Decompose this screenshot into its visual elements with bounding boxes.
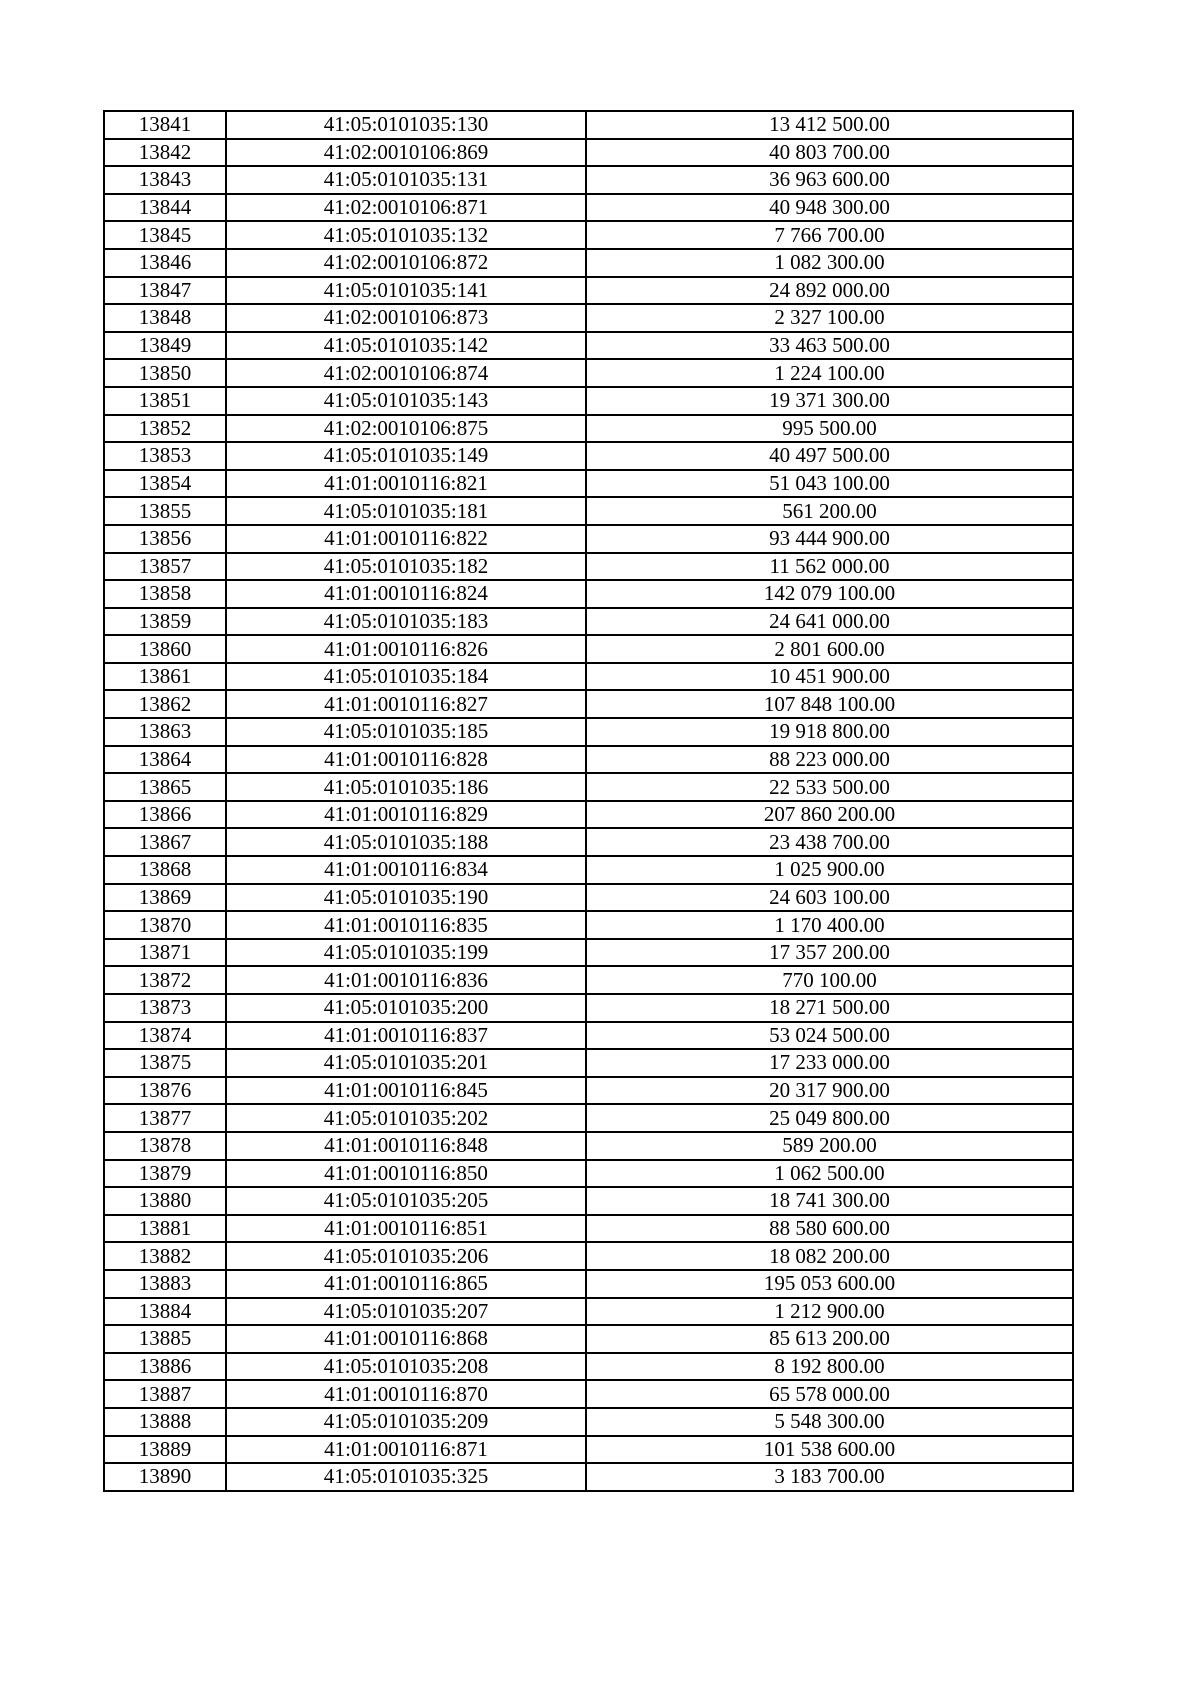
cadastral-number-cell: 41:02:0010106:873 bbox=[226, 304, 586, 332]
cadastral-value-cell: 17 357 200.00 bbox=[586, 939, 1073, 967]
row-number-cell: 13886 bbox=[104, 1353, 226, 1381]
cadastral-number-cell: 41:01:0010116:837 bbox=[226, 1022, 586, 1050]
cadastral-value-cell: 1 082 300.00 bbox=[586, 249, 1073, 277]
row-number-cell: 13853 bbox=[104, 442, 226, 470]
table-row bbox=[104, 1325, 1073, 1353]
table-row bbox=[104, 415, 1073, 443]
row-number-cell: 13845 bbox=[104, 221, 226, 249]
row-number-cell: 13842 bbox=[104, 139, 226, 167]
row-number-cell: 13870 bbox=[104, 911, 226, 939]
row-number-cell: 13877 bbox=[104, 1104, 226, 1132]
cadastral-number-cell: 41:05:0101035:199 bbox=[226, 939, 586, 967]
row-number-cell: 13882 bbox=[104, 1242, 226, 1270]
cadastral-number-cell: 41:02:0010106:872 bbox=[226, 249, 586, 277]
cadastral-number-cell: 41:05:0101035:202 bbox=[226, 1104, 586, 1132]
table-row bbox=[104, 690, 1073, 718]
cadastral-number-cell: 41:05:0101035:143 bbox=[226, 387, 586, 415]
row-number-cell: 13847 bbox=[104, 277, 226, 305]
cadastral-value-cell: 88 223 000.00 bbox=[586, 746, 1073, 774]
row-number-cell: 13856 bbox=[104, 525, 226, 553]
cadastral-number-cell: 41:05:0101035:325 bbox=[226, 1463, 586, 1491]
row-number-cell: 13863 bbox=[104, 718, 226, 746]
cadastral-number-cell: 41:01:0010116:848 bbox=[226, 1132, 586, 1160]
table-row bbox=[104, 1298, 1073, 1326]
cadastral-value-cell: 20 317 900.00 bbox=[586, 1077, 1073, 1105]
cadastral-number-cell: 41:05:0101035:207 bbox=[226, 1298, 586, 1326]
table-row bbox=[104, 111, 1073, 139]
row-number-cell: 13850 bbox=[104, 359, 226, 387]
table-row bbox=[104, 718, 1073, 746]
cadastral-value-cell: 561 200.00 bbox=[586, 497, 1073, 525]
cadastral-number-cell: 41:01:0010116:829 bbox=[226, 801, 586, 829]
row-number-cell: 13878 bbox=[104, 1132, 226, 1160]
row-number-cell: 13844 bbox=[104, 194, 226, 222]
cadastral-value-cell: 1 170 400.00 bbox=[586, 911, 1073, 939]
table-row bbox=[104, 911, 1073, 939]
row-number-cell: 13860 bbox=[104, 635, 226, 663]
table-body bbox=[104, 111, 1073, 1491]
cadastral-value-cell: 1 212 900.00 bbox=[586, 1298, 1073, 1326]
cadastral-number-cell: 41:02:0010106:871 bbox=[226, 194, 586, 222]
cadastral-number-cell: 41:05:0101035:131 bbox=[226, 166, 586, 194]
table-row bbox=[104, 580, 1073, 608]
table-row bbox=[104, 801, 1073, 829]
cadastral-number-cell: 41:05:0101035:209 bbox=[226, 1408, 586, 1436]
cadastral-number-cell: 41:01:0010116:850 bbox=[226, 1160, 586, 1188]
cadastral-value-cell: 17 233 000.00 bbox=[586, 1049, 1073, 1077]
cadastral-number-cell: 41:05:0101035:201 bbox=[226, 1049, 586, 1077]
table-row bbox=[104, 277, 1073, 305]
cadastral-value-cell: 88 580 600.00 bbox=[586, 1215, 1073, 1243]
table-row bbox=[104, 1463, 1073, 1491]
row-number-cell: 13888 bbox=[104, 1408, 226, 1436]
cadastral-value-cell: 589 200.00 bbox=[586, 1132, 1073, 1160]
cadastral-value-cell: 2 327 100.00 bbox=[586, 304, 1073, 332]
cadastral-number-cell: 41:05:0101035:190 bbox=[226, 884, 586, 912]
table-row bbox=[104, 1408, 1073, 1436]
cadastral-number-cell: 41:01:0010116:870 bbox=[226, 1380, 586, 1408]
cadastral-number-cell: 41:05:0101035:182 bbox=[226, 553, 586, 581]
table-row bbox=[104, 635, 1073, 663]
row-number-cell: 13865 bbox=[104, 773, 226, 801]
cadastral-number-cell: 41:05:0101035:206 bbox=[226, 1242, 586, 1270]
table-row bbox=[104, 497, 1073, 525]
cadastral-value-cell: 40 497 500.00 bbox=[586, 442, 1073, 470]
cadastral-value-cell: 8 192 800.00 bbox=[586, 1353, 1073, 1381]
cadastral-number-cell: 41:02:0010106:869 bbox=[226, 139, 586, 167]
row-number-cell: 13852 bbox=[104, 415, 226, 443]
row-number-cell: 13883 bbox=[104, 1270, 226, 1298]
table-row bbox=[104, 332, 1073, 360]
table-row bbox=[104, 1353, 1073, 1381]
row-number-cell: 13849 bbox=[104, 332, 226, 360]
cadastral-value-cell: 13 412 500.00 bbox=[586, 111, 1073, 139]
table-row bbox=[104, 1077, 1073, 1105]
table-row bbox=[104, 194, 1073, 222]
table-row bbox=[104, 1380, 1073, 1408]
cadastral-number-cell: 41:05:0101035:184 bbox=[226, 663, 586, 691]
cadastral-value-cell: 25 049 800.00 bbox=[586, 1104, 1073, 1132]
row-number-cell: 13859 bbox=[104, 608, 226, 636]
cadastral-number-cell: 41:01:0010116:834 bbox=[226, 856, 586, 884]
cadastral-number-cell: 41:01:0010116:824 bbox=[226, 580, 586, 608]
cadastral-number-cell: 41:05:0101035:183 bbox=[226, 608, 586, 636]
cadastral-number-cell: 41:02:0010106:874 bbox=[226, 359, 586, 387]
cadastral-value-table bbox=[103, 110, 1074, 1492]
cadastral-value-cell: 5 548 300.00 bbox=[586, 1408, 1073, 1436]
table-row bbox=[104, 1049, 1073, 1077]
cadastral-number-cell: 41:01:0010116:828 bbox=[226, 746, 586, 774]
table-row bbox=[104, 663, 1073, 691]
cadastral-number-cell: 41:01:0010116:826 bbox=[226, 635, 586, 663]
cadastral-value-cell: 23 438 700.00 bbox=[586, 828, 1073, 856]
row-number-cell: 13876 bbox=[104, 1077, 226, 1105]
row-number-cell: 13887 bbox=[104, 1380, 226, 1408]
cadastral-number-cell: 41:05:0101035:200 bbox=[226, 994, 586, 1022]
table-row bbox=[104, 1104, 1073, 1132]
cadastral-value-cell: 10 451 900.00 bbox=[586, 663, 1073, 691]
row-number-cell: 13861 bbox=[104, 663, 226, 691]
row-number-cell: 13873 bbox=[104, 994, 226, 1022]
cadastral-number-cell: 41:05:0101035:142 bbox=[226, 332, 586, 360]
row-number-cell: 13843 bbox=[104, 166, 226, 194]
cadastral-value-cell: 40 803 700.00 bbox=[586, 139, 1073, 167]
row-number-cell: 13872 bbox=[104, 966, 226, 994]
table-row bbox=[104, 359, 1073, 387]
table-row bbox=[104, 939, 1073, 967]
cadastral-value-cell: 3 183 700.00 bbox=[586, 1463, 1073, 1491]
cadastral-value-cell: 19 918 800.00 bbox=[586, 718, 1073, 746]
table-row bbox=[104, 139, 1073, 167]
cadastral-number-cell: 41:05:0101035:130 bbox=[226, 111, 586, 139]
cadastral-value-cell: 18 741 300.00 bbox=[586, 1187, 1073, 1215]
table-row bbox=[104, 994, 1073, 1022]
table-row bbox=[104, 1132, 1073, 1160]
cadastral-number-cell: 41:05:0101035:208 bbox=[226, 1353, 586, 1381]
cadastral-value-cell: 33 463 500.00 bbox=[586, 332, 1073, 360]
table-row bbox=[104, 1270, 1073, 1298]
table-row bbox=[104, 966, 1073, 994]
row-number-cell: 13884 bbox=[104, 1298, 226, 1326]
cadastral-value-cell: 51 043 100.00 bbox=[586, 470, 1073, 498]
row-number-cell: 13851 bbox=[104, 387, 226, 415]
row-number-cell: 13881 bbox=[104, 1215, 226, 1243]
cadastral-number-cell: 41:01:0010116:822 bbox=[226, 525, 586, 553]
table-row bbox=[104, 1242, 1073, 1270]
cadastral-number-cell: 41:01:0010116:871 bbox=[226, 1436, 586, 1464]
table-row bbox=[104, 773, 1073, 801]
table-row bbox=[104, 828, 1073, 856]
cadastral-value-cell: 1 224 100.00 bbox=[586, 359, 1073, 387]
table-row bbox=[104, 249, 1073, 277]
cadastral-number-cell: 41:05:0101035:181 bbox=[226, 497, 586, 525]
cadastral-number-cell: 41:01:0010116:827 bbox=[226, 690, 586, 718]
table-row bbox=[104, 442, 1073, 470]
cadastral-value-cell: 1 062 500.00 bbox=[586, 1160, 1073, 1188]
table-row bbox=[104, 608, 1073, 636]
cadastral-value-cell: 65 578 000.00 bbox=[586, 1380, 1073, 1408]
row-number-cell: 13864 bbox=[104, 746, 226, 774]
cadastral-number-cell: 41:01:0010116:836 bbox=[226, 966, 586, 994]
cadastral-value-cell: 142 079 100.00 bbox=[586, 580, 1073, 608]
table-row bbox=[104, 1160, 1073, 1188]
row-number-cell: 13854 bbox=[104, 470, 226, 498]
table-row bbox=[104, 1022, 1073, 1050]
table-row bbox=[104, 304, 1073, 332]
row-number-cell: 13848 bbox=[104, 304, 226, 332]
cadastral-value-cell: 19 371 300.00 bbox=[586, 387, 1073, 415]
row-number-cell: 13885 bbox=[104, 1325, 226, 1353]
cadastral-value-cell: 207 860 200.00 bbox=[586, 801, 1073, 829]
table-row bbox=[104, 1187, 1073, 1215]
cadastral-number-cell: 41:05:0101035:185 bbox=[226, 718, 586, 746]
table-row bbox=[104, 884, 1073, 912]
table-row bbox=[104, 1436, 1073, 1464]
cadastral-value-cell: 24 641 000.00 bbox=[586, 608, 1073, 636]
table-row bbox=[104, 387, 1073, 415]
row-number-cell: 13858 bbox=[104, 580, 226, 608]
cadastral-value-cell: 101 538 600.00 bbox=[586, 1436, 1073, 1464]
row-number-cell: 13890 bbox=[104, 1463, 226, 1491]
cadastral-value-cell: 24 603 100.00 bbox=[586, 884, 1073, 912]
row-number-cell: 13867 bbox=[104, 828, 226, 856]
cadastral-number-cell: 41:01:0010116:845 bbox=[226, 1077, 586, 1105]
row-number-cell: 13880 bbox=[104, 1187, 226, 1215]
cadastral-value-cell: 93 444 900.00 bbox=[586, 525, 1073, 553]
table-row bbox=[104, 470, 1073, 498]
row-number-cell: 13869 bbox=[104, 884, 226, 912]
cadastral-value-cell: 18 271 500.00 bbox=[586, 994, 1073, 1022]
cadastral-value-cell: 53 024 500.00 bbox=[586, 1022, 1073, 1050]
cadastral-value-cell: 995 500.00 bbox=[586, 415, 1073, 443]
cadastral-value-cell: 7 766 700.00 bbox=[586, 221, 1073, 249]
cadastral-value-cell: 22 533 500.00 bbox=[586, 773, 1073, 801]
cadastral-number-cell: 41:01:0010116:865 bbox=[226, 1270, 586, 1298]
row-number-cell: 13846 bbox=[104, 249, 226, 277]
cadastral-number-cell: 41:02:0010106:875 bbox=[226, 415, 586, 443]
cadastral-value-cell: 195 053 600.00 bbox=[586, 1270, 1073, 1298]
table-row bbox=[104, 525, 1073, 553]
cadastral-number-cell: 41:01:0010116:851 bbox=[226, 1215, 586, 1243]
row-number-cell: 13855 bbox=[104, 497, 226, 525]
cadastral-number-cell: 41:05:0101035:188 bbox=[226, 828, 586, 856]
cadastral-number-cell: 41:05:0101035:186 bbox=[226, 773, 586, 801]
cadastral-number-cell: 41:05:0101035:149 bbox=[226, 442, 586, 470]
table-row bbox=[104, 553, 1073, 581]
cadastral-number-cell: 41:01:0010116:821 bbox=[226, 470, 586, 498]
row-number-cell: 13866 bbox=[104, 801, 226, 829]
cadastral-number-cell: 41:05:0101035:132 bbox=[226, 221, 586, 249]
table-row bbox=[104, 166, 1073, 194]
cadastral-value-cell: 85 613 200.00 bbox=[586, 1325, 1073, 1353]
row-number-cell: 13868 bbox=[104, 856, 226, 884]
table-row bbox=[104, 221, 1073, 249]
row-number-cell: 13857 bbox=[104, 553, 226, 581]
cadastral-value-cell: 770 100.00 bbox=[586, 966, 1073, 994]
cadastral-value-cell: 107 848 100.00 bbox=[586, 690, 1073, 718]
cadastral-number-cell: 41:01:0010116:835 bbox=[226, 911, 586, 939]
row-number-cell: 13874 bbox=[104, 1022, 226, 1050]
row-number-cell: 13879 bbox=[104, 1160, 226, 1188]
cadastral-number-cell: 41:01:0010116:868 bbox=[226, 1325, 586, 1353]
cadastral-value-cell: 40 948 300.00 bbox=[586, 194, 1073, 222]
cadastral-value-cell: 11 562 000.00 bbox=[586, 553, 1073, 581]
row-number-cell: 13862 bbox=[104, 690, 226, 718]
cadastral-value-cell: 18 082 200.00 bbox=[586, 1242, 1073, 1270]
cadastral-number-cell: 41:05:0101035:205 bbox=[226, 1187, 586, 1215]
row-number-cell: 13841 bbox=[104, 111, 226, 139]
cadastral-value-cell: 2 801 600.00 bbox=[586, 635, 1073, 663]
table-row bbox=[104, 1215, 1073, 1243]
cadastral-number-cell: 41:05:0101035:141 bbox=[226, 277, 586, 305]
table-row bbox=[104, 856, 1073, 884]
row-number-cell: 13889 bbox=[104, 1436, 226, 1464]
row-number-cell: 13871 bbox=[104, 939, 226, 967]
row-number-cell: 13875 bbox=[104, 1049, 226, 1077]
cadastral-value-cell: 1 025 900.00 bbox=[586, 856, 1073, 884]
cadastral-value-cell: 24 892 000.00 bbox=[586, 277, 1073, 305]
cadastral-value-cell: 36 963 600.00 bbox=[586, 166, 1073, 194]
table-row bbox=[104, 746, 1073, 774]
